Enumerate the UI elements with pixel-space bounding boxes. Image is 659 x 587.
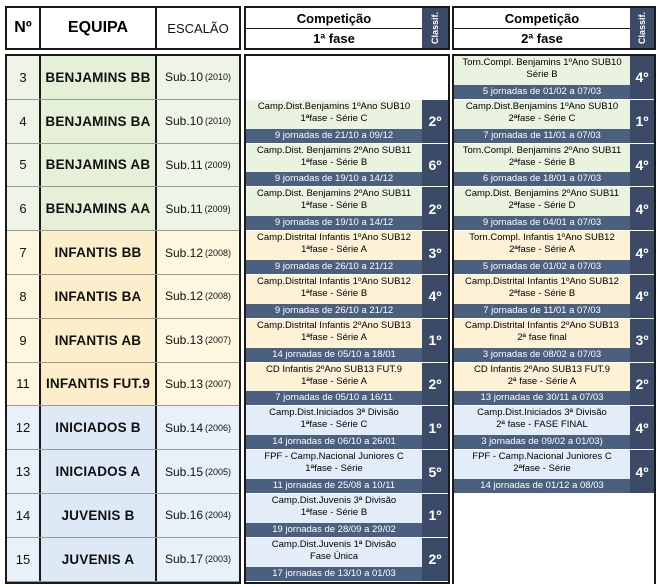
header-comp-1: Competição: [296, 10, 372, 26]
header-num: Nº: [14, 19, 32, 36]
table-row: [7, 231, 239, 275]
competition-dates: 19 jornadas de 28/09 a 29/02: [246, 523, 422, 537]
classification-badge: 4º: [630, 56, 654, 99]
competition-cell: [454, 363, 654, 407]
table-row: [7, 56, 239, 100]
header-phase2-label: 2ª fase: [521, 31, 563, 46]
classification-badge: 2º: [422, 538, 448, 581]
competition-name: Camp.Dist.Juvenis 3ª Divisão: [271, 495, 397, 506]
competition-dates: 6 jornadas de 18/01 a 07/03: [454, 172, 630, 186]
competition-name: Camp.Distrital Infantis 2ºAno SUB13: [257, 319, 411, 331]
classification-badge: 1º: [422, 319, 448, 362]
competition-dates: 3 jornadas de 08/02 a 07/03: [454, 348, 630, 362]
row-number: 15: [7, 538, 39, 581]
competition-info: [454, 56, 630, 99]
classification-badge: 5º: [422, 450, 448, 493]
competition-name: Torn.Compl. Infantis 1ºAno SUB12: [469, 232, 615, 244]
competition-name: FPF - Camp.Nacional Juniores C: [264, 451, 404, 463]
row-number: 6: [7, 187, 39, 230]
classification-badge: 4º: [630, 231, 654, 274]
competition-cell: [246, 231, 448, 275]
escalao: [157, 144, 239, 187]
table-row: [7, 538, 239, 582]
competition-cell: [246, 363, 448, 407]
competition-dates: 5 jornadas de 01/02 a 07/03: [454, 260, 630, 274]
competition-series: 1ªfase - Série A: [301, 331, 367, 343]
competition-cell: [246, 56, 448, 100]
competition-series: 2ª fase - FASE FINAL: [496, 419, 588, 431]
competition-info: [246, 319, 422, 362]
body-left: [5, 54, 241, 584]
competition-dates: 11 jornadas de 25/08 a 10/11: [246, 479, 422, 493]
competition-cell: [246, 450, 448, 494]
competition-cell: [246, 187, 448, 231]
body-phase1: [244, 54, 450, 584]
classification-badge: 3º: [422, 231, 448, 274]
classification-badge: 2º: [422, 363, 448, 406]
table-row: [7, 100, 239, 144]
competition-series: 2ªfase - Série B: [508, 288, 576, 299]
escalao: [157, 231, 239, 274]
header-left: [5, 6, 241, 50]
competition-cell: [454, 319, 654, 363]
competition-series: 2ªfase - Série: [513, 463, 571, 475]
divider: [155, 450, 157, 494]
escalao-year: (2007): [205, 335, 232, 346]
team-name: BENJAMINS AA: [41, 187, 155, 230]
escalao-label: Sub.12: [164, 245, 204, 260]
team-name: BENJAMINS BB: [41, 56, 155, 99]
team-name: INFANTIS AB: [41, 319, 155, 362]
table-row: [7, 144, 239, 188]
competition-name: Camp.Dist.Iniciados 3ª Divisão: [269, 407, 399, 419]
competition-info: [454, 319, 630, 362]
divider: [155, 406, 157, 450]
team-name: INFANTIS BB: [41, 231, 155, 274]
escalao-year: (2008): [205, 247, 232, 258]
competition-name: CD Infantis 2ºAno SUB13 FUT.9: [473, 363, 610, 375]
escalao-year: (2010): [205, 116, 232, 127]
divider: [39, 187, 41, 231]
escalao-label: Sub.11: [165, 157, 203, 172]
row-number: 13: [7, 450, 39, 493]
body-phase2: [452, 54, 656, 584]
competition-info: [454, 363, 630, 406]
competition-cell: [246, 144, 448, 188]
competition-series: 1ªfase - Série B: [300, 288, 368, 299]
competition-series: Fase Única: [309, 550, 359, 562]
divider: [39, 538, 41, 582]
competition-name: Camp.Dist.Iniciados 3ª Divisão: [477, 407, 607, 419]
competition-dates: 9 jornadas de 04/01 a 07/03: [454, 216, 630, 230]
competition-info: [454, 450, 630, 493]
escalao-year: (2004): [205, 510, 232, 521]
team-name: BENJAMINS AB: [41, 144, 155, 187]
divider: [39, 231, 41, 275]
competition-dates: 7 jornadas de 05/10 a 16/11: [246, 391, 422, 405]
divider: [155, 231, 157, 275]
escalao-year: (2008): [205, 291, 232, 302]
divider: [155, 187, 157, 231]
team-name: JUVENIS A: [41, 538, 155, 581]
competition-info: [246, 538, 422, 581]
classification-badge: 1º: [630, 100, 654, 143]
classification-badge: 4º: [630, 275, 654, 318]
row-number: 7: [7, 231, 39, 274]
competition-dates: 9 jornadas de 19/10 a 14/12: [246, 216, 422, 230]
classification-badge: 3º: [630, 319, 654, 362]
escalao: [157, 538, 239, 581]
competition-name: FPF - Camp.Nacional Juniores C: [472, 451, 612, 463]
escalao-year: (2006): [205, 422, 232, 433]
escalao-year: (2007): [205, 378, 232, 389]
competition-cell: [454, 56, 654, 100]
competition-info: [246, 450, 422, 493]
divider: [39, 275, 41, 319]
classification-badge: 1º: [422, 406, 448, 449]
escalao: [157, 494, 239, 537]
competition-cell: [246, 275, 448, 319]
header-phase1: [244, 6, 450, 50]
header-team: EQUIPA: [67, 19, 129, 36]
escalao-year: (2005): [205, 466, 232, 477]
row-number: 11: [7, 363, 39, 406]
competition-info: [454, 100, 630, 143]
table-row: [7, 494, 239, 538]
competition-info: [454, 275, 630, 318]
team-name: INICIADOS A: [41, 450, 155, 493]
competition-name: Camp.Dist. Benjamins 2ºAno SUB11: [464, 188, 620, 200]
competition-series: 1ªfase - Série B: [300, 200, 368, 212]
escalao: [157, 406, 239, 449]
escalao-label: Sub.10: [164, 70, 204, 85]
competition-series: Série B: [526, 69, 558, 80]
competition-name: Camp.Dist.Juvenis 1ª Divisão: [271, 538, 397, 550]
divider: [39, 450, 41, 494]
escalao-label: Sub.13: [164, 376, 204, 391]
competition-dates: 14 jornadas de 05/10 a 18/01: [246, 348, 422, 362]
competition-name: Torn.Compl. Benjamins 1ºAno SUB10: [462, 57, 622, 68]
divider: [39, 56, 41, 100]
divider: [155, 100, 157, 144]
competition-series: 1ªfase - Série A: [301, 375, 367, 387]
escalao-year: (2010): [205, 72, 232, 83]
competition-cell: [246, 406, 448, 450]
competition-info: [454, 406, 630, 449]
competition-series: 2ªfase - Série A: [509, 244, 575, 256]
divider: [155, 319, 157, 363]
escalao: [157, 275, 239, 318]
divider: [39, 406, 41, 450]
competition-cell: [246, 494, 448, 538]
competition-info: [246, 494, 422, 537]
row-number: 12: [7, 406, 39, 449]
table-row: [7, 363, 239, 407]
competition-series: 2ªfase - Série D: [508, 200, 576, 212]
divider: [39, 100, 41, 144]
competition-cell: [454, 144, 654, 188]
competition-name: Camp.Distrital Infantis 1ºAno SUB12: [465, 276, 619, 287]
competition-name: Camp.Dist.Benjamins 1ºAno SUB10: [465, 100, 619, 112]
competition-name: Camp.Distrital Infantis 1ºAno SUB12: [257, 276, 411, 287]
divider: [39, 319, 41, 363]
divider: [155, 538, 157, 582]
competition-series: 1ªfase - Série A: [301, 244, 367, 256]
competition-cell: [454, 231, 654, 275]
escalao: [157, 319, 239, 362]
competition-series: 2ªfase - Série C: [508, 112, 576, 124]
header-classif-2: Classif.: [630, 8, 654, 48]
escalao: [157, 100, 239, 143]
escalao-label: Sub.16: [164, 508, 204, 523]
competition-cell: [246, 319, 448, 363]
escalao-year: (2009): [204, 203, 231, 214]
competition-dates: 9 jornadas de 26/10 a 21/12: [246, 304, 422, 318]
team-name: INFANTIS BA: [41, 275, 155, 318]
divider: [7, 581, 239, 582]
table-row: [7, 187, 239, 231]
classification-badge: 2º: [630, 363, 654, 406]
competition-name: Camp.Distrital Infantis 1ºAno SUB12: [257, 232, 411, 244]
competition-dates: 14 jornadas de 06/10 a 26/01: [246, 435, 422, 449]
divider: [155, 144, 157, 188]
competition-dates: 7 jornadas de 11/01 a 07/03: [454, 129, 630, 143]
competition-series: 2ª fase final: [517, 331, 567, 343]
competition-series: 2ªfase - Série B: [508, 156, 576, 168]
competition-series: 1ªfase - Série B: [300, 507, 368, 518]
row-number: 9: [7, 319, 39, 362]
team-name: INFANTIS FUT.9: [41, 363, 155, 406]
competition-cell: [246, 100, 448, 144]
table-row: [7, 275, 239, 319]
classification-badge: 6º: [422, 144, 448, 187]
escalao-label: Sub.11: [165, 201, 203, 216]
competition-series: 1ªfase - Série C: [300, 419, 368, 431]
competition-cell: [454, 450, 654, 494]
competition-info: [454, 187, 630, 230]
classification-badge: 4º: [630, 450, 654, 493]
escalao-label: Sub.13: [164, 333, 204, 348]
row-number: 8: [7, 275, 39, 318]
competition-info: [246, 144, 422, 187]
competition-cell: [454, 538, 654, 582]
divider: [39, 494, 41, 538]
competition-dates: 9 jornadas de 26/10 a 21/12: [246, 260, 422, 274]
classification-badge: 2º: [422, 187, 448, 230]
row-number: 5: [7, 144, 39, 187]
header-classif-1: Classif.: [422, 8, 448, 48]
classification-badge: 4º: [422, 275, 448, 318]
classification-badge: 1º: [422, 494, 448, 537]
competition-info: [246, 363, 422, 406]
competition-dates: 5 jornadas de 01/02 a 07/03: [454, 85, 630, 99]
competition-info: [246, 406, 422, 449]
competition-dates: 14 jornadas de 01/12 a 08/03: [454, 479, 630, 493]
competition-cell: [454, 406, 654, 450]
competition-cell: [454, 100, 654, 144]
classification-badge: 4º: [630, 187, 654, 230]
competition-series: 1ªfase - Série: [305, 463, 363, 475]
competition-name: Camp.Dist. Benjamins 2ºAno SUB11: [256, 144, 412, 156]
classification-badge: 2º: [422, 100, 448, 143]
escalao: [157, 450, 239, 493]
header-phase1-label: 1ª fase: [313, 31, 355, 46]
competition-info: [246, 187, 422, 230]
divider: [39, 144, 41, 188]
escalao-label: Sub.10: [164, 114, 204, 129]
classification-badge: 4º: [630, 144, 654, 187]
divider: [155, 56, 157, 100]
divider: [155, 275, 157, 319]
row-number: 3: [7, 56, 39, 99]
divider: [39, 363, 41, 407]
competition-dates: 9 jornadas de 21/10 a 09/12: [246, 129, 422, 143]
competition-info: [246, 275, 422, 318]
competition-info: [246, 231, 422, 274]
header-comp-2: Competição: [504, 10, 580, 26]
row-number: 4: [7, 100, 39, 143]
escalao-year: (2003): [205, 554, 232, 565]
escalao-label: Sub.14: [164, 420, 204, 435]
escalao-label: Sub.15: [164, 464, 204, 479]
team-name: BENJAMINS BA: [41, 100, 155, 143]
escalao: [157, 363, 239, 406]
competition-name: Camp.Dist. Benjamins 2ºAno SUB11: [256, 188, 412, 200]
divider: [155, 363, 157, 407]
table-row: [7, 450, 239, 494]
team-name: JUVENIS B: [41, 494, 155, 537]
escalao-year: (2009): [204, 159, 231, 170]
competition-cell: [454, 494, 654, 538]
table-row: [7, 319, 239, 363]
competition-series: 1ªfase - Série C: [300, 112, 368, 124]
competition-dates: 3 jornadas de 09/02 a 01/03): [454, 435, 630, 449]
team-name: INICIADOS B: [41, 406, 155, 449]
competition-dates: 9 jornadas de 19/10 a 14/12: [246, 172, 422, 186]
row-number: 14: [7, 494, 39, 537]
competition-series: 1ªfase - Série B: [300, 156, 368, 168]
competition-name: Camp.Distrital Infantis 2ºAno SUB13: [465, 319, 619, 331]
competition-cell: [454, 275, 654, 319]
competition-cell: [246, 538, 448, 582]
divider: [155, 494, 157, 538]
competition-series: 2ª fase - Série A: [507, 375, 577, 387]
competition-name: Camp.Dist.Benjamins 1ºAno SUB10: [257, 100, 411, 112]
header-escalao: ESCALÃO: [167, 20, 229, 36]
competition-dates: 13 jornadas de 30/11 a 07/03: [454, 391, 630, 405]
competition-info: [454, 144, 630, 187]
competition-name: CD Infantis 2ºAno SUB13 FUT.9: [265, 363, 402, 375]
header-phase2: [452, 6, 656, 50]
escalao-label: Sub.17: [164, 552, 204, 567]
competition-cell: [454, 187, 654, 231]
table-row: [7, 406, 239, 450]
escalao-label: Sub.12: [164, 289, 204, 304]
competition-dates: 7 jornadas de 11/01 a 07/03: [454, 304, 630, 318]
escalao: [157, 187, 239, 230]
competition-info: [454, 231, 630, 274]
competition-name: Torn.Compl. Benjamins 2ºAno SUB11: [462, 144, 622, 156]
competition-info: [246, 100, 422, 143]
classification-badge: 4º: [630, 406, 654, 449]
competition-dates: 17 jornadas de 13/10 a 01/03: [246, 567, 422, 581]
escalao: [157, 56, 239, 99]
